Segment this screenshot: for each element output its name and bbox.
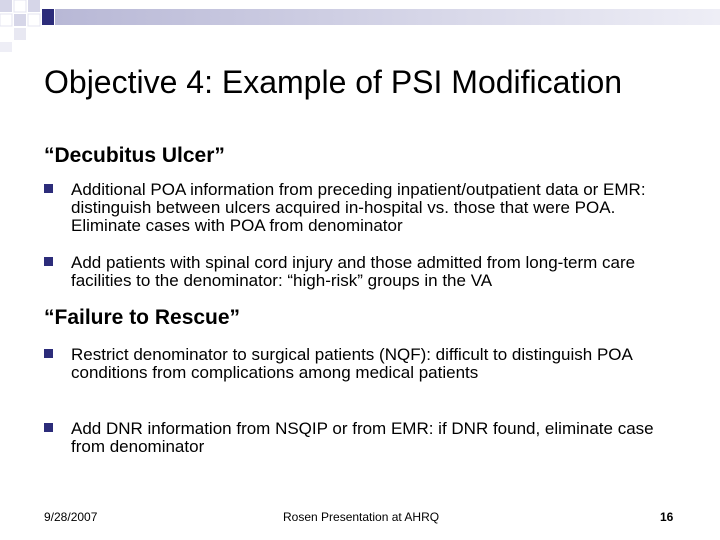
- header-decoration: [0, 0, 720, 60]
- section-heading-decubitus-ulcer: “Decubitus Ulcer”: [44, 144, 225, 167]
- bullet-text: Additional POA information from preceding inpatient/outpatient data or EMR: distinguish between ulcers acquired in-hospital vs. those that were POA. Eliminate cases with POA from denominator: [71, 180, 646, 235]
- header-pattern-graphic: [0, 0, 720, 60]
- bullet-text: Add patients with spinal cord injury and those admitted from long-term care facilities to the denominator: “high-risk” groups in the VA: [71, 253, 636, 290]
- footer-date: 9/28/2007: [44, 510, 98, 524]
- square-bullet-icon: [44, 257, 53, 266]
- slide-title: Objective 4: Example of PSI Modification: [44, 64, 623, 100]
- footer-presentation-title: Rosen Presentation at AHRQ: [283, 510, 440, 524]
- page-number: 16: [660, 510, 674, 524]
- bullet-text: Restrict denominator to surgical patients (NQF): difficult to distinguish POA conditions from complications among medical patients: [71, 345, 632, 382]
- bullet-text: Add DNR information from NSQIP or from EMR: if DNR found, eliminate case from denominator: [71, 419, 654, 456]
- square-bullet-icon: [44, 423, 53, 432]
- square-bullet-icon: [44, 349, 53, 358]
- square-bullet-icon: [44, 184, 53, 193]
- section-heading-failure-to-rescue: “Failure to Rescue”: [44, 306, 241, 329]
